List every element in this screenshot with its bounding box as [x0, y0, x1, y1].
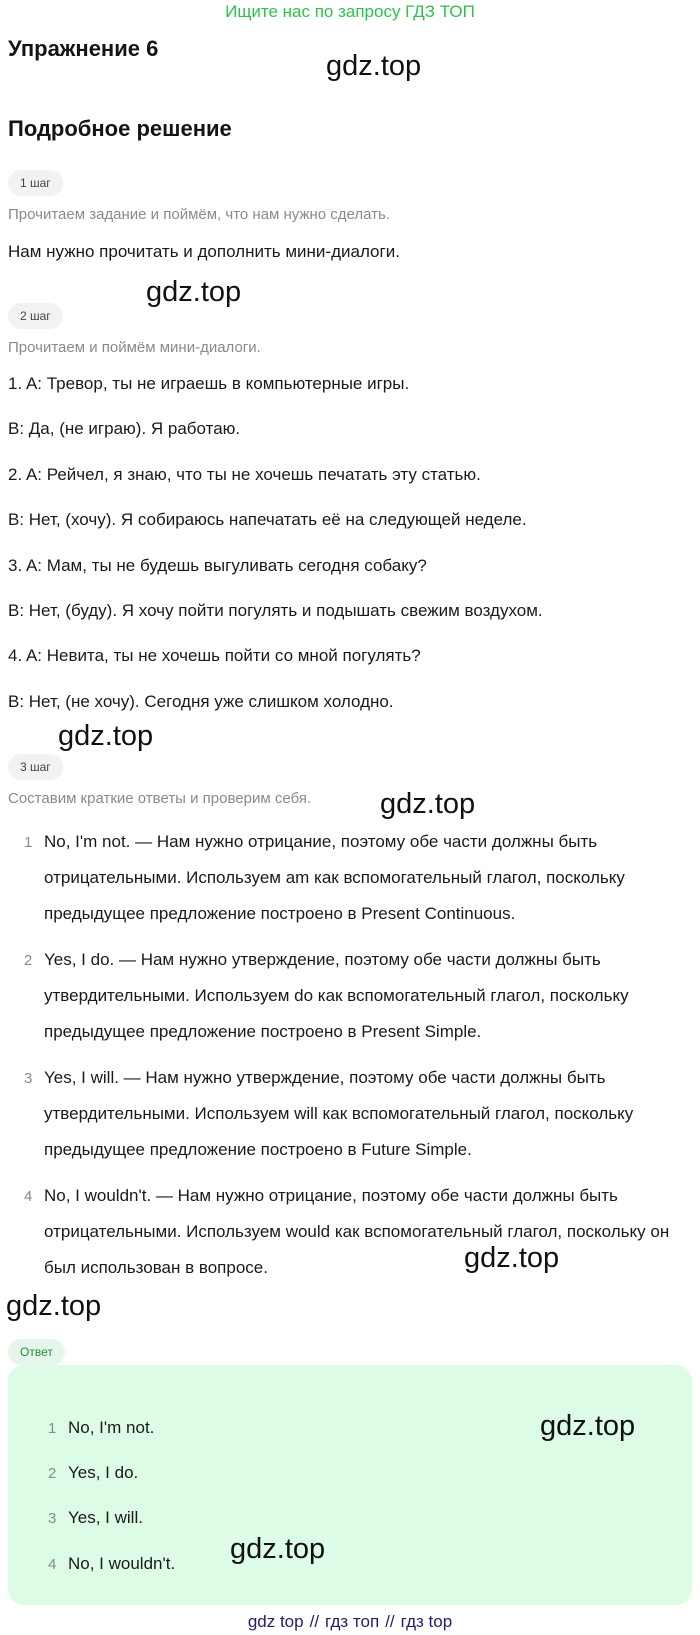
list-number: 1 [24, 834, 33, 851]
footer-separator: // [385, 1612, 395, 1631]
step-2-badge: 2 шаг [8, 303, 63, 329]
watermark: gdz.top [58, 720, 154, 752]
dialogue-line: B: Да, (не играю). Я работаю. [8, 419, 241, 438]
footer-link[interactable]: гдз top [400, 1612, 453, 1631]
dialogue-line: 3. A: Мам, ты не будешь выгуливать сегодня собаку? [8, 556, 427, 575]
list-text: No, I wouldn't. — Нам нужно отрицание, поэтому обе части должны быть отрицательными. Используем would как вспомогательный глагол, поскольку он был использован в вопросе. [44, 1186, 670, 1277]
step-3-badge: 3 шаг [8, 754, 63, 780]
watermark: gdz.top [464, 1242, 560, 1274]
answer-number: 4 [48, 1556, 57, 1573]
list-number: 3 [24, 1070, 33, 1087]
answer-text: Yes, I do. [68, 1463, 139, 1482]
list-number: 2 [24, 952, 33, 969]
dialogue-line: 1. A: Тревор, ты не играешь в компьютерные игры. [8, 374, 410, 393]
answer-text: No, I wouldn't. [68, 1554, 176, 1573]
step-1-badge: 1 шаг [8, 170, 63, 196]
dialogue-line: B: Нет, (не хочу). Сегодня уже слишком холодно. [8, 692, 394, 711]
list-text: Yes, I do. — Нам нужно утверждение, поэтому обе части должны быть утвердительными. Используем do как вспомогательный глагол, поскольку предыдущее предложение построено в Present Simple. [44, 950, 629, 1041]
answer-number: 1 [48, 1420, 57, 1437]
watermark: gdz.top [6, 1290, 102, 1322]
answer-badge: Ответ [8, 1339, 65, 1365]
section-title: Подробное решение [8, 116, 232, 141]
watermark: gdz.top [326, 50, 422, 82]
footer-separator: // [309, 1612, 320, 1631]
watermark: gdz.top [380, 788, 476, 820]
watermark: gdz.top [230, 1533, 326, 1565]
exercise-title: Упражнение 6 [8, 36, 159, 61]
search-banner: Ищите нас по запросу ГДЗ ТОП [225, 2, 475, 21]
dialogue-line: B: Нет, (хочу). Я собираюсь напечатать её на следующей неделе. [8, 510, 527, 529]
dialogue-line: B: Нет, (буду). Я хочу пойти погулять и подышать свежим воздухом. [8, 601, 543, 620]
answer-box [8, 1365, 692, 1605]
step-2-hint: Прочитаем и поймём мини-диалоги. [8, 339, 261, 356]
dialogue-line: 4. A: Невита, ты не хочешь пойти со мной погулять? [8, 646, 421, 665]
footer-link[interactable]: gdz top [247, 1612, 304, 1631]
list-number: 4 [24, 1188, 33, 1205]
footer-links [0, 1612, 700, 1632]
list-text: Yes, I will. — Нам нужно утверждение, поэтому обе части должны быть утвердительными. Используем will как вспомогательный глагол, поскольку предыдущее предложение построено в Future Simple. [44, 1068, 634, 1159]
answer-number: 3 [48, 1510, 57, 1527]
answer-text: No, I'm not. [68, 1418, 155, 1437]
dialogue-line: 2. A: Рейчел, я знаю, что ты не хочешь печатать эту статью. [8, 465, 481, 484]
step-3-hint: Составим краткие ответы и проверим себя. [8, 790, 312, 807]
step-1-hint: Прочитаем задание и поймём, что нам нужно сделать. [8, 206, 391, 223]
watermark: gdz.top [540, 1410, 636, 1442]
list-text: No, I'm not. — Нам нужно отрицание, поэтому обе части должны быть отрицательными. Используем am как вспомогательный глагол, поскольку предыдущее предложение построено в Present Continuous. [44, 832, 625, 923]
answer-number: 2 [48, 1465, 57, 1482]
answer-text: Yes, I will. [68, 1508, 143, 1527]
watermark: gdz.top [146, 276, 242, 308]
step-1-text: Нам нужно прочитать и дополнить мини-диалоги. [8, 242, 400, 261]
footer-link[interactable]: гдз топ [325, 1612, 380, 1631]
